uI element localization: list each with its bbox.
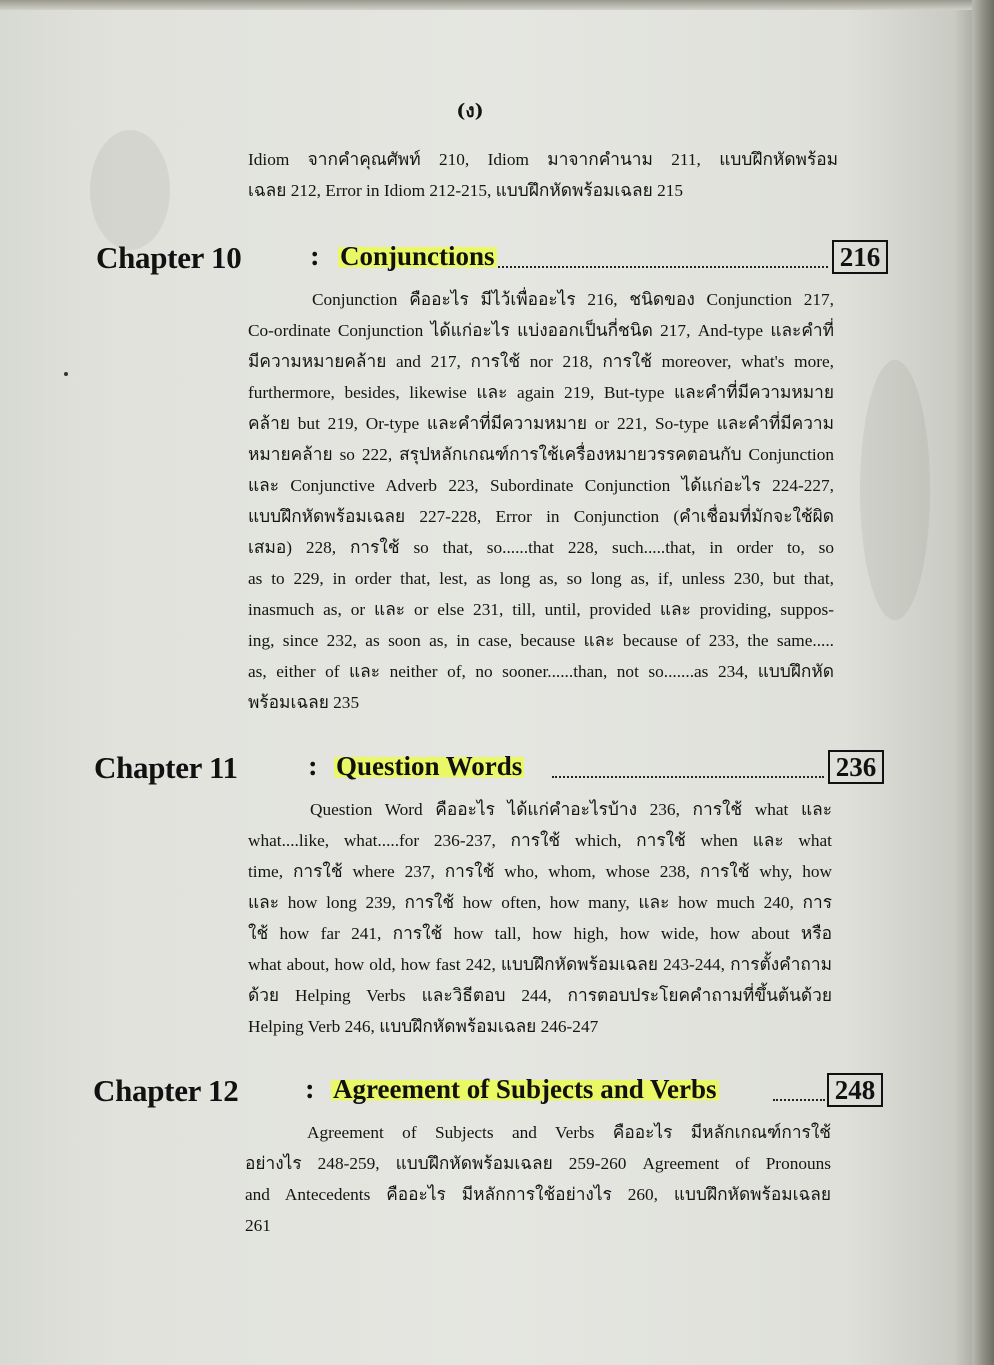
chapter-heading-10 <box>96 240 892 276</box>
paper-smudge <box>90 130 170 250</box>
paragraph-line: Question Word คืออะไร ได้แก่คำอะไรบ้าง 236, การใช้ what และ <box>310 800 832 819</box>
leader-dots <box>552 776 824 778</box>
paragraph-line: หมายคล้าย so 222, สรุปหลักเกณฑ์การใช้เครื่องหมายวรรคตอนกับ Conjunction <box>248 445 834 464</box>
chapter-title: Agreement of Subjects and Verbs <box>333 1074 717 1104</box>
paragraph-line: แบบฝึกหัดพร้อมเฉลย 227-228, Error in Conjunction (คำเชื่อมที่มักจะใช้ผิด <box>248 507 834 526</box>
chapter-11-contents <box>248 794 832 1042</box>
paragraph-line: พร้อมเฉลย 235 <box>248 693 360 712</box>
paragraph-line: ใช้ how far 241, การใช้ how tall, how high, how wide, how about หรือ <box>248 924 832 943</box>
paragraph-line: what....like, what.....for 236-237, การใช้ which, การใช้ when และ what <box>248 831 832 850</box>
paragraph-line: คล้าย but 219, Or-type และคำที่มีความหมาย or 221, So-type และคำที่มีความ <box>248 414 834 433</box>
chapter-page-number: 236 <box>828 750 884 784</box>
chapter-title: Conjunctions <box>340 241 495 271</box>
chapter-label: Chapter 11 <box>94 750 238 785</box>
chapter-12-contents <box>245 1117 831 1241</box>
paper-smudge <box>860 360 930 620</box>
chapter-colon: : <box>310 240 320 272</box>
intro-paragraph <box>248 144 838 206</box>
chapter-heading-11 <box>94 750 890 786</box>
paper-speck <box>64 372 68 376</box>
paragraph-line: time, การใช้ where 237, การใช้ who, whom, whose 238, การใช้ why, how <box>248 862 832 881</box>
paragraph-line: ing, since 232, as soon as, in case, because และ because of 233, the same..... <box>248 631 834 650</box>
page-top-edge <box>0 0 994 10</box>
chapter-page-number: 248 <box>827 1073 883 1107</box>
leader-dots <box>498 266 828 268</box>
paragraph-line: Idiom จากคำคุณศัพท์ 210, Idiom มาจากคำนาม 211, แบบฝึกหัดพร้อม <box>248 150 838 169</box>
paragraph-line: as to 229, in order that, lest, as long as, so long as, if, unless 230, but that, <box>248 569 834 588</box>
paragraph-line: and Antecedents คืออะไร มีหลักการใช้อย่างไร 260, แบบฝึกหัดพร้อมเฉลย <box>245 1185 831 1204</box>
chapter-label: Chapter 10 <box>96 240 242 275</box>
chapter-colon: : <box>305 1073 315 1105</box>
paragraph-line: และ how long 239, การใช้ how often, how many, และ how much 240, การ <box>248 893 832 912</box>
chapter-colon: : <box>308 750 318 782</box>
paragraph-line: เสมอ) 228, การใช้ so that, so......that 228, such.....that, in order to, so <box>248 538 834 557</box>
paragraph-line: เฉลย 212, Error in Idiom 212-215, แบบฝึกหัดพร้อมเฉลย 215 <box>248 181 684 200</box>
paragraph-line: มีความหมายคล้าย and 217, การใช้ nor 218, การใช้ moreover, what's more, <box>248 352 834 371</box>
leader-dots <box>773 1099 825 1101</box>
chapter-page-number: 216 <box>832 240 888 274</box>
paragraph-line: furthermore, besides, likewise และ again 219, But-type และคำที่มีความหมาย <box>248 383 834 402</box>
chapter-10-contents <box>248 284 834 718</box>
paragraph-line: และ Conjunctive Adverb 223, Subordinate Conjunction ได้แก่อะไร 224-227, <box>248 476 834 495</box>
paragraph-line: 261 <box>245 1216 271 1235</box>
paragraph-line: what about, how old, how fast 242, แบบฝึกหัดพร้อมเฉลย 243-244, การตั้งคำถาม <box>248 955 832 974</box>
page-number: (ง) <box>456 100 484 122</box>
paragraph-line: inasmuch as, or และ or else 231, till, until, provided และ providing, suppos- <box>248 600 834 619</box>
chapter-label: Chapter 12 <box>93 1073 239 1108</box>
chapter-heading-12 <box>93 1073 889 1109</box>
paragraph-line: Conjunction คืออะไร มีไว้เพื่ออะไร 216, ชนิดของ Conjunction 217, <box>312 290 834 309</box>
paragraph-line: as, either of และ neither of, no sooner......than, not so.......as 234, แบบฝึกหัด <box>248 662 834 681</box>
paragraph-line: Agreement of Subjects and Verbs คืออะไร มีหลักเกณฑ์การใช้ <box>307 1123 831 1142</box>
paragraph-line: ด้วย Helping Verbs และวิธีตอบ 244, การตอบประโยคคำถามที่ขึ้นต้นด้วย <box>248 986 832 1005</box>
chapter-title: Question Words <box>336 751 523 781</box>
paragraph-line: Co-ordinate Conjunction ได้แก่อะไร แบ่งออกเป็นกี่ชนิด 217, And-type และคำที่ <box>248 321 834 340</box>
paragraph-line: Helping Verb 246, แบบฝึกหัดพร้อมเฉลย 246-247 <box>248 1017 599 1036</box>
paragraph-line: อย่างไร 248-259, แบบฝึกหัดพร้อมเฉลย 259-260 Agreement of Pronouns <box>245 1154 831 1173</box>
page-right-edge <box>972 0 994 1365</box>
